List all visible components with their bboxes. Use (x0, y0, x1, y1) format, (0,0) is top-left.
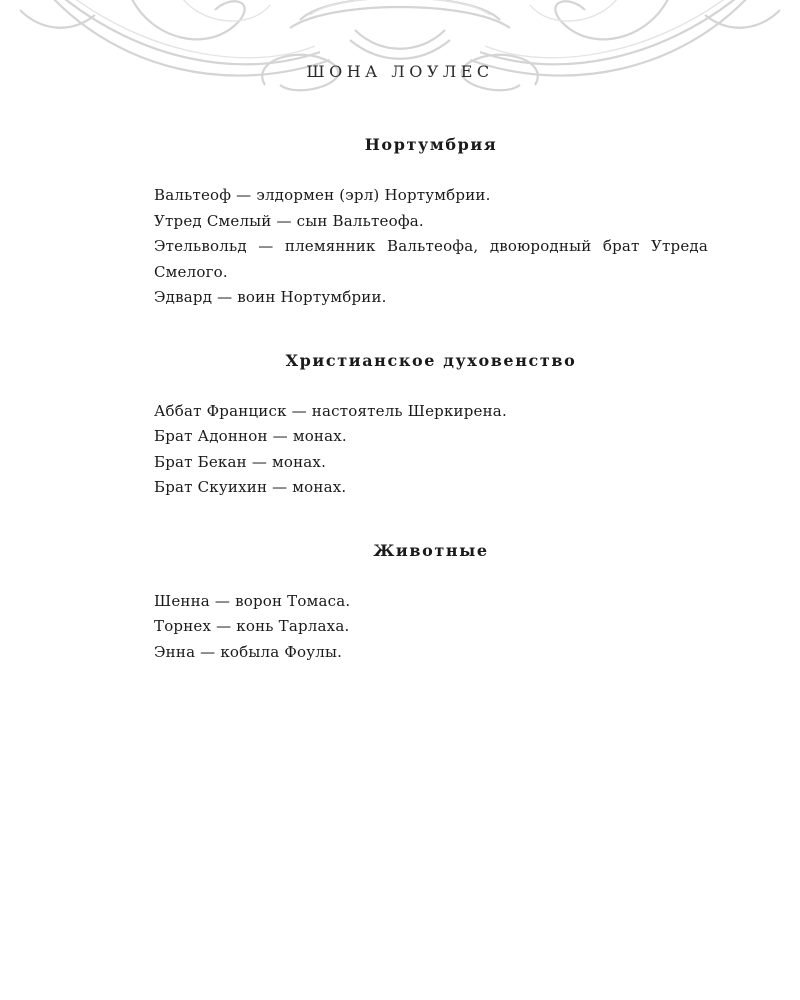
list-item: Вальтеоф — элдормен (эрл) Нортумбрии. (154, 186, 491, 204)
list-item: Брат Адоннон — монах. (154, 427, 347, 445)
list-item: Брат Бекан — монах. (154, 452, 327, 471)
list-item: Утред Смелый — сын Вальтеофа. (154, 211, 424, 230)
section-title: Христианское духовенство (285, 350, 577, 370)
section-animals (154, 538, 708, 666)
celtic-knot-ornament (0, 0, 800, 105)
list-item: Эдвард — воин Нортумбрии. (154, 288, 387, 306)
character-list (154, 183, 708, 311)
running-head: ШОНА ЛОУЛЕС (306, 62, 494, 81)
list-item: Торнех — конь Тарлаха. (154, 617, 350, 635)
list-item: Шенна — ворон Томаса. (154, 591, 351, 610)
list-item: Аббат Франциск — настоятель Шеркирена. (154, 401, 507, 420)
section-northumbria (154, 132, 708, 311)
section-title: Нортумбрия (364, 135, 498, 154)
character-list (154, 399, 708, 501)
list-item: Энна — кобыла Фоулы. (154, 642, 343, 661)
list-item: Брат Скуихин — монах. (154, 478, 347, 496)
content-body (154, 132, 708, 665)
list-item: Этельвольд — племянник Вальтеофа, двоюродный брат Утреда Смелого. (154, 237, 708, 281)
character-list (154, 589, 708, 666)
section-title: Животные (373, 540, 489, 560)
section-clergy (154, 348, 708, 501)
